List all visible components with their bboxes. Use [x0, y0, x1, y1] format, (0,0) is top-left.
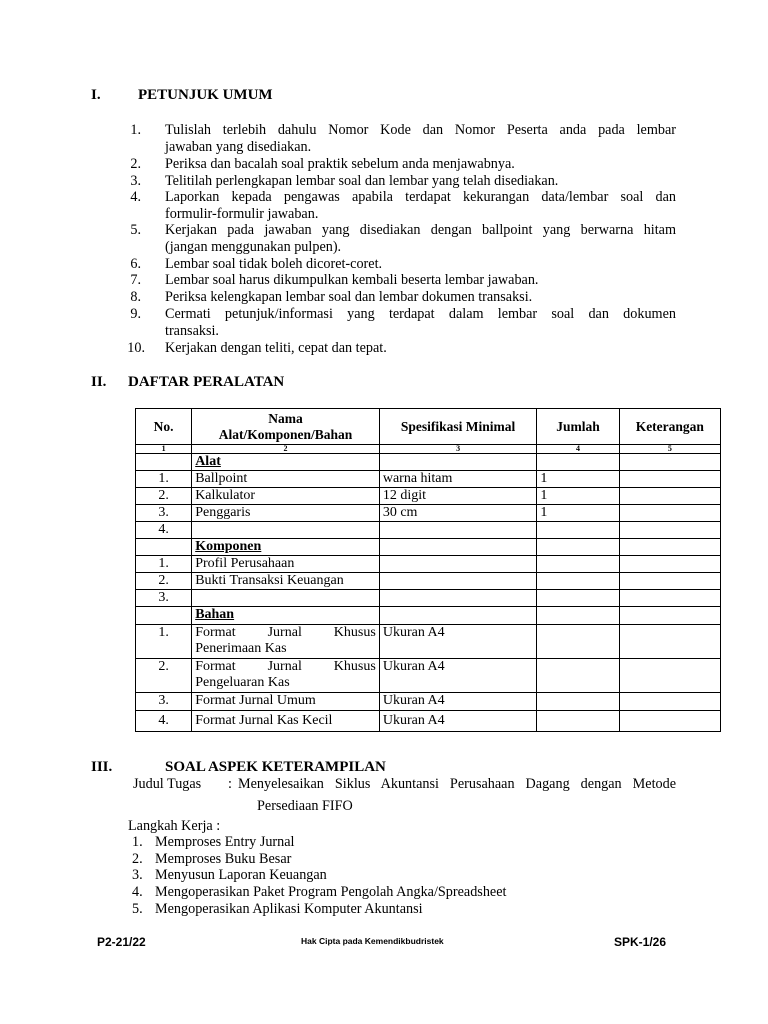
table-row: [136, 522, 721, 539]
list-item-text: formulir-formulir jawaban.: [165, 206, 319, 222]
cell-spec: 30 cm: [379, 505, 537, 522]
cell-no: 3.: [136, 590, 192, 607]
cell-no: 2.: [136, 488, 192, 505]
cell-name: [192, 625, 380, 659]
list-item-text: transaksi.: [165, 323, 219, 339]
list-item: Telitilah perlengkapan lembar soal dan lembar yang telah disediakan.: [165, 173, 559, 189]
cell-qty: [537, 590, 619, 607]
cell-no: 4.: [136, 522, 192, 539]
table-row: [136, 590, 721, 607]
steps-label: Langkah Kerja :: [128, 818, 221, 834]
cell-name: [192, 659, 380, 693]
cell-no: 3.: [136, 505, 192, 522]
cell-spec: [379, 590, 537, 607]
group-label-alat: Alat: [192, 454, 380, 471]
column-number: 4: [537, 445, 619, 454]
list-item: [165, 306, 676, 340]
list-item-text: (jangan menggunakan pulpen).: [165, 239, 342, 255]
cell-note: [619, 522, 720, 539]
step-text: Menyusun Laporan Keuangan: [155, 867, 327, 883]
table-group-row: [136, 607, 721, 625]
list-item: [165, 189, 676, 223]
table-row: [136, 488, 721, 505]
list-item-number: 8.: [130, 289, 141, 305]
step-number: 5.: [132, 901, 143, 917]
cell-no: 2.: [136, 573, 192, 590]
column-number-row: [136, 445, 721, 454]
step-number: 2.: [132, 851, 143, 867]
list-item: Lembar soal harus dikumpulkan kembali beserta lembar jawaban.: [165, 272, 539, 288]
group-label-bahan: Bahan: [192, 607, 380, 625]
cell-name: Penggaris: [192, 505, 380, 522]
column-number: 3: [379, 445, 537, 454]
table-row: [136, 625, 721, 659]
cell-no: 2.: [136, 659, 192, 693]
cell-spec: Ukuran A4: [379, 659, 537, 693]
cell-name: Ballpoint: [192, 471, 380, 488]
header-spesifikasi: Spesifikasi Minimal: [379, 409, 537, 445]
cell-no: 4.: [136, 711, 192, 732]
table-row: [136, 471, 721, 488]
table-row: [136, 505, 721, 522]
footer-copyright: Hak Cipta pada Kemendikbudristek: [301, 936, 444, 946]
cell-spec: [379, 556, 537, 573]
cell-note: [619, 488, 720, 505]
list-item-number: 7.: [130, 272, 141, 288]
section-3-number: III.: [91, 759, 113, 775]
cell-no: 3.: [136, 693, 192, 711]
list-item-text: jawaban yang disediakan.: [165, 139, 312, 155]
list-item-text: Kerjakan pada jawaban yang disediakan dengan ballpoint yang berwarna hitam: [165, 222, 676, 238]
list-item-number: 9.: [130, 306, 141, 322]
table-row: [136, 693, 721, 711]
header-nama-line2: Alat/Komponen/Bahan: [218, 426, 353, 442]
table-header-row: [136, 409, 721, 445]
cell-name: [192, 522, 380, 539]
cell-name: Format Jurnal Kas Kecil: [192, 711, 380, 732]
list-item-number: 1.: [130, 122, 141, 138]
list-item-number: 2.: [130, 156, 141, 172]
table-row: [136, 556, 721, 573]
step-text: Memproses Entry Jurnal: [155, 834, 295, 850]
footer-code: P2-21/22: [97, 935, 146, 949]
cell-qty: [537, 556, 619, 573]
list-item-text: Cermati petunjuk/informasi yang terdapat dalam lembar soal dan dokumen: [165, 306, 676, 322]
cell-name: Kalkulator: [192, 488, 380, 505]
list-item-number: 3.: [130, 173, 141, 189]
task-title-line1: Menyelesaikan Siklus Akuntansi Perusahaan Dagang dengan Metode: [238, 776, 676, 792]
step-text: Mengoperasikan Paket Program Pengolah Angka/Spreadsheet: [155, 884, 507, 900]
cell-spec: 12 digit: [379, 488, 537, 505]
cell-name: Format Jurnal Umum: [192, 693, 380, 711]
cell-note: [619, 573, 720, 590]
group-label-komponen: Komponen: [192, 539, 380, 556]
cell-qty: 1: [537, 488, 619, 505]
header-jumlah: Jumlah: [537, 409, 619, 445]
list-item-number: 10.: [127, 340, 145, 356]
cell-spec: [379, 522, 537, 539]
list-item: Periksa kelengkapan lembar soal dan lembar dokumen transaksi.: [165, 289, 533, 305]
cell-no: 1.: [136, 556, 192, 573]
list-item: Periksa dan bacalah soal praktik sebelum anda menjawabnya.: [165, 156, 515, 172]
section-1-number: I.: [91, 87, 101, 103]
list-item: Lembar soal tidak boleh dicoret-coret.: [165, 256, 383, 272]
header-nama-line1: Nama: [268, 410, 303, 426]
column-number: 2: [192, 445, 380, 454]
cell-qty: 1: [537, 505, 619, 522]
cell-spec: Ukuran A4: [379, 711, 537, 732]
cell-no: 1.: [136, 625, 192, 659]
cell-qty: [537, 522, 619, 539]
section-1-title: PETUNJUK UMUM: [138, 87, 273, 103]
cell-name: Profil Perusahaan: [192, 556, 380, 573]
task-title-colon: :: [228, 776, 232, 792]
cell-spec: warna hitam: [379, 471, 537, 488]
step-text: Mengoperasikan Aplikasi Komputer Akuntansi: [155, 901, 423, 917]
step-number: 1.: [132, 834, 143, 850]
table-row: [136, 573, 721, 590]
list-item-number: 4.: [130, 189, 141, 205]
footer-page: SPK-1/26: [614, 935, 667, 949]
section-2-title: DAFTAR PERALATAN: [128, 374, 285, 390]
task-title-line2: Persediaan FIFO: [257, 798, 353, 814]
cell-qty: 1: [537, 471, 619, 488]
step-number: 4.: [132, 884, 143, 900]
column-number: 5: [619, 445, 720, 454]
cell-note: [619, 556, 720, 573]
cell-name: Bukti Transaksi Keuangan: [192, 573, 380, 590]
list-item: [165, 122, 676, 156]
header-nama: [192, 409, 380, 445]
cell-name-line: Penerimaan Kas: [195, 641, 287, 656]
equipment-table: [135, 408, 721, 732]
list-item-number: 6.: [130, 256, 141, 272]
list-item-number: 5.: [130, 222, 141, 238]
column-number: 1: [136, 445, 192, 454]
cell-note: [619, 505, 720, 522]
cell-spec: Ukuran A4: [379, 693, 537, 711]
table-group-row: [136, 454, 721, 471]
cell-qty: [537, 573, 619, 590]
cell-spec: Ukuran A4: [379, 625, 537, 659]
list-item: [165, 222, 676, 256]
cell-no: 1.: [136, 471, 192, 488]
section-3-title: SOAL ASPEK KETERAMPILAN: [165, 759, 386, 775]
table-row: [136, 659, 721, 693]
header-no: No.: [136, 409, 192, 445]
task-title-label: Judul Tugas: [133, 776, 202, 792]
section-2-number: II.: [91, 374, 107, 390]
cell-note: [619, 471, 720, 488]
step-text: Memproses Buku Besar: [155, 851, 292, 867]
table-group-row: [136, 539, 721, 556]
list-item: Kerjakan dengan teliti, cepat dan tepat.: [165, 340, 387, 356]
table-row: [136, 711, 721, 732]
cell-name-line: Format Jurnal Khusus: [195, 625, 376, 640]
cell-name: [192, 590, 380, 607]
list-item-text: Laporkan kepada pengawas apabila terdapat kekurangan data/lembar soal dan: [165, 189, 676, 205]
cell-name-line: Format Jurnal Khusus: [195, 659, 376, 674]
list-item-text: Tulislah terlebih dahulu Nomor Kode dan Nomor Peserta anda pada lembar: [165, 122, 676, 138]
cell-name-line: Pengeluaran Kas: [195, 675, 290, 690]
step-number: 3.: [132, 867, 143, 883]
cell-note: [619, 590, 720, 607]
cell-spec: [379, 573, 537, 590]
header-keterangan: Keterangan: [619, 409, 720, 445]
